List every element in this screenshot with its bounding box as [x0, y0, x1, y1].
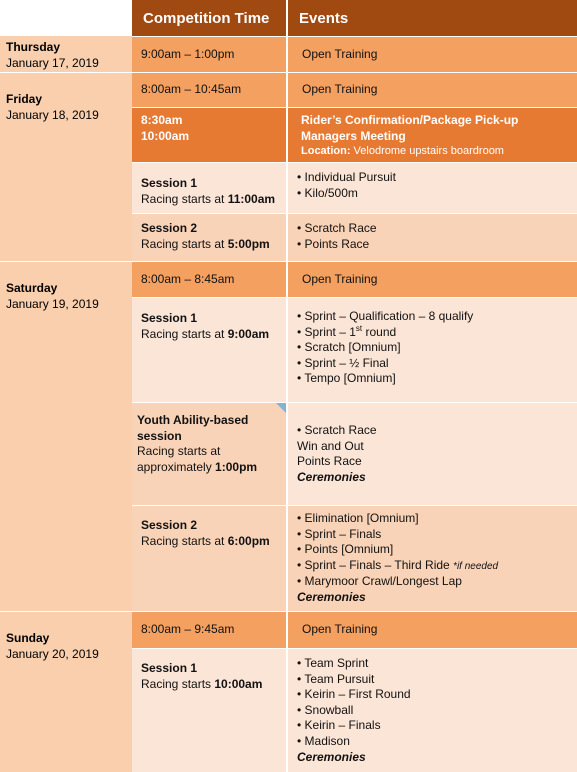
location-value: Velodrome upstairs boardroom [350, 145, 504, 158]
racing-prefix: Racing starts at [141, 236, 228, 251]
event-item: • Tempo [Omnium] [297, 371, 396, 386]
day-name: Saturday [6, 281, 58, 295]
sun-training-time [132, 612, 286, 648]
event-item: • Sprint – ½ Final [297, 355, 389, 370]
event-item: • Kilo/500m [297, 185, 358, 200]
time-text: 9:00am – 1:00pm [141, 46, 235, 61]
racing-time: 1:00pm [215, 459, 258, 474]
sun-training-event [288, 612, 577, 648]
event-text: Open Training [302, 271, 378, 286]
day-date: January 20, 2019 [6, 646, 99, 661]
location-line [301, 144, 577, 160]
event-item: • Scratch Race [297, 221, 377, 235]
event-text: Open Training [302, 622, 378, 637]
racing-time: 9:00am [227, 326, 270, 341]
sat-training-event [288, 262, 577, 297]
event-item [297, 325, 577, 341]
racing-prefix: approximately [137, 459, 216, 474]
ordinal-suffix: st [355, 323, 363, 333]
comment-marker-icon[interactable] [276, 403, 286, 413]
event-item: Win and Out [297, 438, 364, 453]
day-sunday [0, 631, 132, 662]
fri-session2-events [288, 214, 577, 261]
event-item: • Scratch Race [297, 423, 377, 437]
day-name: Sunday [6, 631, 50, 645]
day-friday [0, 92, 132, 123]
racing-time: 10:00am [214, 676, 263, 691]
fri-meeting-time [132, 108, 286, 162]
header-time [132, 0, 286, 36]
racing-line [137, 460, 286, 476]
ceremonies-label: Ceremonies [297, 589, 366, 604]
session-title: Session 1 [141, 311, 198, 325]
header-time-label: Competition Time [143, 9, 270, 27]
event-item: • Team Pursuit [297, 671, 375, 686]
sat-training-time [132, 262, 286, 297]
sun-session1-time [132, 649, 286, 772]
event-item: • Elimination [Omnium] [297, 511, 419, 525]
location-label: Location: [301, 145, 351, 158]
day-divider [0, 611, 132, 612]
racing-prefix: Racing starts at [141, 326, 228, 341]
event-text: • Sprint – 1 [297, 324, 356, 339]
day-divider [0, 261, 132, 262]
session-title: Session 1 [141, 176, 198, 190]
sun-session1-events [288, 649, 577, 772]
event-text: Open Training [302, 46, 378, 61]
event-item: • Marymoor Crawl/Longest Lap [297, 574, 462, 589]
event-item: Points Race [297, 454, 362, 469]
session-title: Session 1 [141, 661, 198, 675]
ceremonies-label: Ceremonies [297, 749, 366, 764]
racing-line [141, 534, 286, 550]
event-item [297, 558, 577, 575]
event-text: Open Training [302, 82, 378, 97]
event-item: • Keirin – First Round [297, 687, 411, 702]
event-item: • Sprint – Finals [297, 526, 382, 541]
racing-line [141, 192, 286, 208]
time-second: 10:00am [141, 128, 190, 143]
top-left-blank [0, 0, 132, 36]
fri-training-event [288, 73, 577, 107]
fri-session1-time [132, 163, 286, 213]
time-start: 8:30am [141, 113, 183, 127]
sat-session2-events [288, 506, 577, 611]
sat-session1-time [132, 298, 286, 402]
time-text: 8:00am – 10:45am [141, 82, 242, 97]
time-text: 8:00am – 9:45am [141, 622, 235, 637]
event-item: • Individual Pursuit [297, 170, 396, 184]
fri-session1-events [288, 163, 577, 213]
event-note: *if needed [453, 560, 499, 572]
racing-prefix: Racing starts at [141, 191, 228, 206]
thu-training-event [288, 37, 577, 72]
time-text: 8:00am – 8:45am [141, 271, 235, 286]
event-item: • Sprint – Qualification – 8 qualify [297, 309, 474, 323]
thu-training-time [132, 37, 286, 72]
event-text: • Sprint – Finals – Third Ride [297, 557, 454, 572]
sat-session2-time [132, 506, 286, 611]
event-item: • Team Sprint [297, 656, 369, 670]
racing-line [141, 237, 286, 253]
event-item: • Snowball [297, 702, 354, 717]
header-events-label: Events [299, 9, 349, 27]
session-title: Session 2 [141, 518, 198, 532]
event-item: • Points [Omnium] [297, 542, 394, 557]
day-name: Friday [6, 92, 43, 106]
sat-session1-events [288, 298, 577, 402]
racing-prefix: Racing starts [141, 676, 215, 691]
racing-time: 6:00pm [227, 533, 270, 548]
event-item: • Points Race [297, 236, 370, 251]
sat-youth-events [288, 403, 577, 505]
day-name: Thursday [6, 40, 61, 54]
event-text: round [362, 324, 397, 339]
day-date: January 19, 2019 [6, 296, 99, 311]
day-date: January 18, 2019 [6, 107, 99, 122]
youth-title: Youth Ability-based [137, 413, 249, 427]
racing-prefix: Racing starts at [141, 533, 228, 548]
fri-training-time [132, 73, 286, 107]
event-item: • Keirin – Finals [297, 718, 381, 733]
fri-session2-time [132, 214, 286, 261]
event-line: Managers Meeting [301, 128, 406, 143]
youth-title: session [137, 428, 182, 443]
event-item: • Madison [297, 733, 350, 748]
day-saturday [0, 281, 132, 312]
racing-time: 11:00am [227, 191, 276, 206]
fri-meeting-event [288, 108, 577, 162]
day-thursday [0, 40, 132, 71]
header-events [288, 0, 577, 36]
day-date: January 17, 2019 [6, 55, 99, 70]
session-title: Session 2 [141, 221, 198, 235]
event-item: • Scratch [Omnium] [297, 340, 401, 355]
racing-line [141, 677, 286, 693]
racing-line [141, 327, 286, 343]
ceremonies-label: Ceremonies [297, 469, 366, 484]
event-line: Rider’s Confirmation/Package Pick-up [301, 113, 519, 127]
racing-line: Racing starts at [137, 444, 221, 459]
day-divider [0, 72, 132, 73]
sat-youth-time [132, 403, 286, 505]
racing-time: 5:00pm [227, 236, 270, 251]
